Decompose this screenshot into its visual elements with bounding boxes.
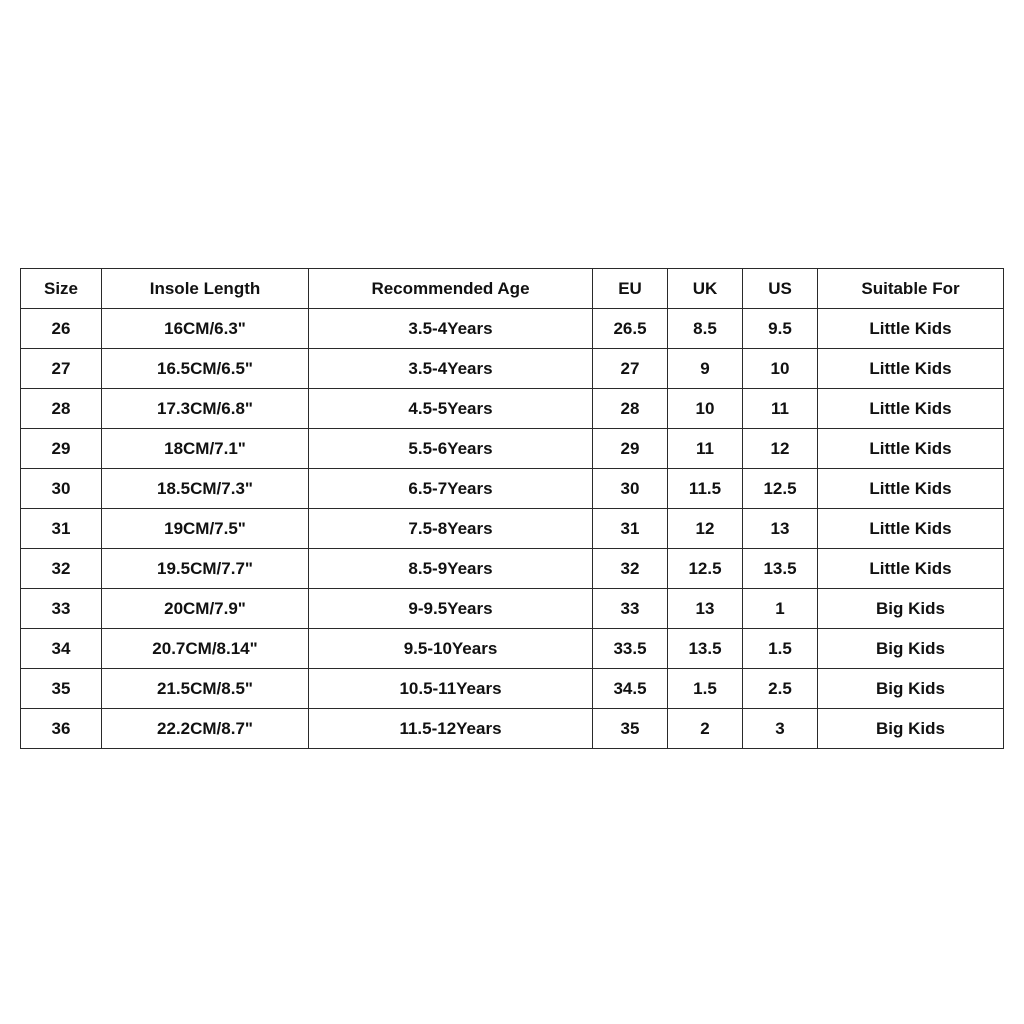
cell-insole-length: 19CM/7.5"	[102, 509, 309, 549]
cell-us: 1	[743, 589, 818, 629]
cell-eu: 29	[593, 429, 668, 469]
cell-suitable-for: Little Kids	[818, 549, 1004, 589]
cell-recommended-age: 10.5-11Years	[309, 669, 593, 709]
cell-suitable-for: Little Kids	[818, 349, 1004, 389]
cell-insole-length: 20.7CM/8.14"	[102, 629, 309, 669]
cell-uk: 11.5	[668, 469, 743, 509]
cell-suitable-for: Little Kids	[818, 509, 1004, 549]
cell-us: 9.5	[743, 309, 818, 349]
cell-eu: 33.5	[593, 629, 668, 669]
cell-size: 32	[21, 549, 102, 589]
table-row	[21, 309, 1004, 349]
header-recommended-age: Recommended Age	[309, 269, 593, 309]
size-chart-table	[20, 268, 1004, 749]
cell-us: 2.5	[743, 669, 818, 709]
table-row	[21, 509, 1004, 549]
cell-eu: 30	[593, 469, 668, 509]
cell-insole-length: 16.5CM/6.5"	[102, 349, 309, 389]
cell-insole-length: 16CM/6.3"	[102, 309, 309, 349]
cell-eu: 32	[593, 549, 668, 589]
table-row	[21, 669, 1004, 709]
cell-suitable-for: Big Kids	[818, 709, 1004, 749]
cell-recommended-age: 6.5-7Years	[309, 469, 593, 509]
cell-suitable-for: Big Kids	[818, 669, 1004, 709]
cell-eu: 26.5	[593, 309, 668, 349]
cell-eu: 31	[593, 509, 668, 549]
cell-size: 26	[21, 309, 102, 349]
table-row	[21, 629, 1004, 669]
cell-recommended-age: 8.5-9Years	[309, 549, 593, 589]
cell-recommended-age: 5.5-6Years	[309, 429, 593, 469]
table-row	[21, 349, 1004, 389]
cell-size: 28	[21, 389, 102, 429]
header-size: Size	[21, 269, 102, 309]
cell-us: 12	[743, 429, 818, 469]
cell-insole-length: 19.5CM/7.7"	[102, 549, 309, 589]
cell-size: 27	[21, 349, 102, 389]
cell-us: 3	[743, 709, 818, 749]
cell-uk: 9	[668, 349, 743, 389]
cell-uk: 13	[668, 589, 743, 629]
cell-suitable-for: Little Kids	[818, 469, 1004, 509]
cell-us: 11	[743, 389, 818, 429]
cell-eu: 33	[593, 589, 668, 629]
cell-suitable-for: Big Kids	[818, 589, 1004, 629]
cell-us: 10	[743, 349, 818, 389]
cell-size: 35	[21, 669, 102, 709]
cell-suitable-for: Little Kids	[818, 389, 1004, 429]
cell-uk: 1.5	[668, 669, 743, 709]
cell-eu: 28	[593, 389, 668, 429]
table-row	[21, 549, 1004, 589]
table-row	[21, 469, 1004, 509]
cell-insole-length: 17.3CM/6.8"	[102, 389, 309, 429]
cell-insole-length: 21.5CM/8.5"	[102, 669, 309, 709]
header-insole-length: Insole Length	[102, 269, 309, 309]
cell-size: 30	[21, 469, 102, 509]
size-chart-header	[21, 269, 1004, 309]
cell-size: 33	[21, 589, 102, 629]
cell-recommended-age: 7.5-8Years	[309, 509, 593, 549]
cell-eu: 34.5	[593, 669, 668, 709]
cell-uk: 8.5	[668, 309, 743, 349]
cell-us: 13	[743, 509, 818, 549]
cell-uk: 2	[668, 709, 743, 749]
header-row	[21, 269, 1004, 309]
cell-suitable-for: Little Kids	[818, 309, 1004, 349]
cell-recommended-age: 4.5-5Years	[309, 389, 593, 429]
table-row	[21, 709, 1004, 749]
header-us: US	[743, 269, 818, 309]
cell-insole-length: 18.5CM/7.3"	[102, 469, 309, 509]
cell-uk: 13.5	[668, 629, 743, 669]
cell-uk: 12.5	[668, 549, 743, 589]
cell-us: 1.5	[743, 629, 818, 669]
cell-size: 36	[21, 709, 102, 749]
cell-us: 12.5	[743, 469, 818, 509]
cell-uk: 12	[668, 509, 743, 549]
cell-insole-length: 18CM/7.1"	[102, 429, 309, 469]
table-row	[21, 429, 1004, 469]
cell-recommended-age: 3.5-4Years	[309, 349, 593, 389]
cell-size: 34	[21, 629, 102, 669]
cell-recommended-age: 3.5-4Years	[309, 309, 593, 349]
cell-insole-length: 22.2CM/8.7"	[102, 709, 309, 749]
cell-size: 29	[21, 429, 102, 469]
cell-suitable-for: Big Kids	[818, 629, 1004, 669]
cell-recommended-age: 9-9.5Years	[309, 589, 593, 629]
cell-insole-length: 20CM/7.9"	[102, 589, 309, 629]
header-uk: UK	[668, 269, 743, 309]
cell-size: 31	[21, 509, 102, 549]
cell-uk: 10	[668, 389, 743, 429]
header-suitable-for: Suitable For	[818, 269, 1004, 309]
table-row	[21, 589, 1004, 629]
cell-eu: 35	[593, 709, 668, 749]
cell-recommended-age: 11.5-12Years	[309, 709, 593, 749]
size-chart-body	[21, 309, 1004, 749]
cell-uk: 11	[668, 429, 743, 469]
cell-suitable-for: Little Kids	[818, 429, 1004, 469]
table-row	[21, 389, 1004, 429]
cell-eu: 27	[593, 349, 668, 389]
cell-recommended-age: 9.5-10Years	[309, 629, 593, 669]
cell-us: 13.5	[743, 549, 818, 589]
header-eu: EU	[593, 269, 668, 309]
